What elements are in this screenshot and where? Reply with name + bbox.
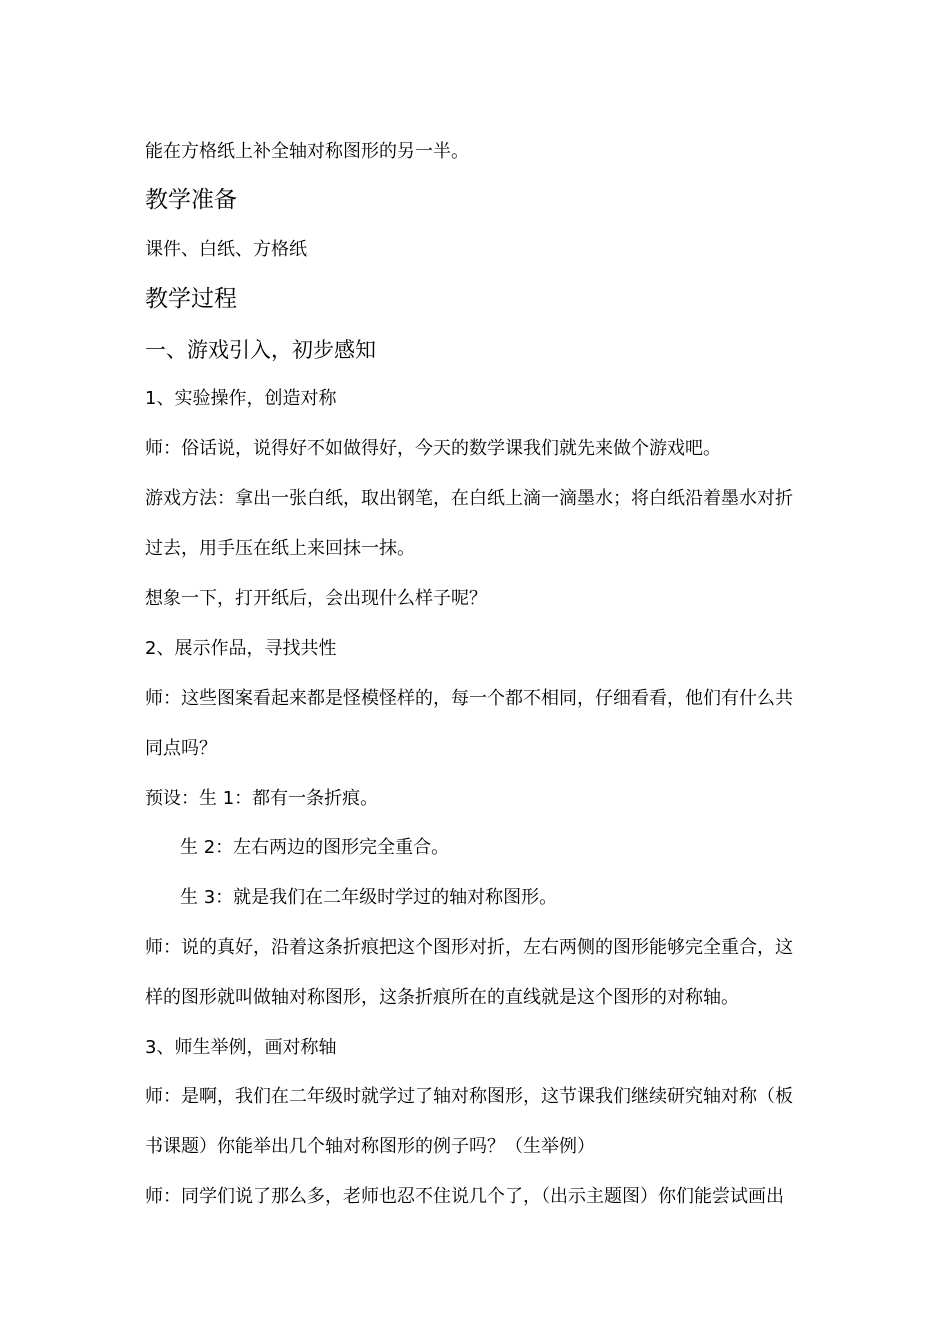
paragraph-teacher-2-line-2: 同点吗？: [145, 738, 217, 759]
paragraph-teacher-3-line-1: 师：说的真好，沿着这条折痕把这个图形对折，左右两侧的图形能够完全重合，这: [145, 937, 793, 958]
paragraph-game-method-line-1: 游戏方法：拿出一张白纸，取出钢笔，在白纸上滴一滴墨水；将白纸沿着墨水对折: [145, 488, 793, 509]
heading-teaching-preparation: 教学准备: [145, 187, 237, 213]
paragraph-preset-3: 生 3：就是我们在二年级时学过的轴对称图形。: [180, 887, 558, 908]
paragraph-teacher-3-line-2: 样的图形就叫做轴对称图形，这条折痕所在的直线就是这个图形的对称轴。: [145, 987, 739, 1008]
paragraph-imagine: 想象一下，打开纸后，会出现什么样子呢？: [145, 588, 487, 609]
subheading-1: 1、实验操作，创造对称: [145, 388, 337, 409]
paragraph-teacher-5-line-1: 师：同学们说了那么多，老师也忍不住说几个了，（出示主题图）你们能尝试画出: [145, 1186, 784, 1207]
paragraph-objective: 能在方格纸上补全轴对称图形的另一半。: [145, 141, 469, 162]
paragraph-game-method-line-2: 过去，用手压在纸上来回抹一抹。: [145, 538, 415, 559]
subheading-3: 3、师生举例，画对称轴: [145, 1037, 337, 1058]
subheading-2: 2、展示作品，寻找共性: [145, 638, 337, 659]
heading-teaching-process: 教学过程: [145, 286, 237, 312]
paragraph-materials: 课件、白纸、方格纸: [145, 239, 307, 260]
section-heading-1: 一、游戏引入，初步感知: [145, 338, 376, 362]
paragraph-teacher-2-line-1: 师：这些图案看起来都是怪模怪样的，每一个都不相同，仔细看看，他们有什么共: [145, 688, 793, 709]
paragraph-teacher-4-line-2: 书课题）你能举出几个轴对称图形的例子吗？（生举例）: [145, 1136, 595, 1157]
paragraph-teacher-1: 师：俗话说，说得好不如做得好，今天的数学课我们就先来做个游戏吧。: [145, 438, 721, 459]
paragraph-preset-2: 生 2：左右两边的图形完全重合。: [180, 837, 450, 858]
paragraph-teacher-4-line-1: 师：是啊，我们在二年级时就学过了轴对称图形，这节课我们继续研究轴对称（板: [145, 1086, 793, 1107]
paragraph-preset-1: 预设：生 1：都有一条折痕。: [145, 788, 379, 809]
